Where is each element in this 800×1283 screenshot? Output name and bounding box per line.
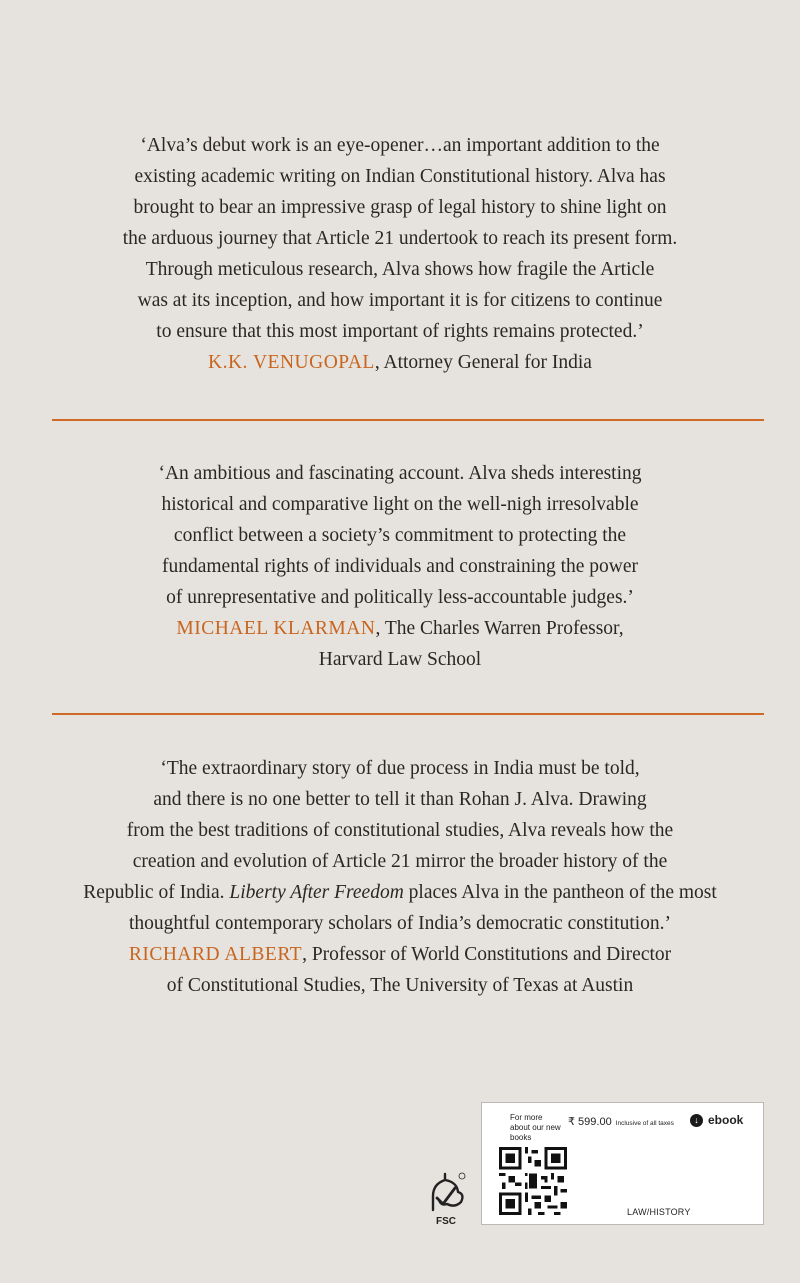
- author-affiliation: , Professor of World Constitutions and Director: [302, 944, 672, 965]
- ebook-label: ebook: [708, 1113, 744, 1127]
- quote-line: was at its inception, and how important it is for citizens to continue: [137, 290, 663, 311]
- quote-text: Republic of India.: [83, 882, 230, 903]
- attribution: [40, 939, 760, 970]
- quote-line: brought to bear an impressive grasp of legal history to shine light on: [133, 197, 667, 218]
- quote-line: Through meticulous research, Alva shows how fragile the Article: [145, 259, 655, 280]
- author-name: K.K. VENUGOPAL: [208, 352, 375, 373]
- quote-line: historical and comparative light on the well-nigh irresolvable: [161, 494, 639, 515]
- quote-line: thoughtful contemporary scholars of India’s democratic constitution.’: [128, 913, 672, 934]
- taxes-note: Inclusive of all taxes: [615, 1120, 674, 1127]
- ebook-badge: [690, 1113, 743, 1127]
- quote-line: [40, 877, 760, 908]
- blurb-venugopal: [40, 130, 760, 378]
- author-affiliation: of Constitutional Studies, The University of Texas at Austin: [166, 975, 634, 996]
- category-label: LAW/HISTORY: [627, 1207, 691, 1217]
- divider: [52, 419, 764, 421]
- more-books-text: For more about our new books: [510, 1113, 561, 1142]
- quote-line: ‘Alva’s debut work is an eye-opener…an important addition to the: [140, 135, 660, 156]
- blurb-klarman: [40, 458, 760, 675]
- author-name: MICHAEL KLARMAN: [176, 618, 376, 639]
- tree-checkmark-icon: [425, 1170, 467, 1216]
- quote-text: places Alva in the pantheon of the most: [403, 882, 717, 903]
- attribution: [40, 347, 760, 378]
- price: [568, 1115, 674, 1128]
- divider: [52, 713, 764, 715]
- quote-line: the arduous journey that Article 21 undertook to reach its present form.: [122, 228, 678, 249]
- quote-line: conflict between a society’s commitment to protecting the: [173, 525, 627, 546]
- quote-line: to ensure that this most important of rights remains protected.’: [156, 321, 644, 342]
- author-name: RICHARD ALBERT: [128, 944, 303, 965]
- quote-line: creation and evolution of Article 21 mirror the broader history of the: [132, 851, 668, 872]
- price-value: ₹ 599.00: [568, 1116, 612, 1128]
- blurb-albert: [40, 753, 760, 1001]
- download-icon: ↓: [690, 1114, 703, 1127]
- qr-code-icon: [499, 1147, 567, 1215]
- quote-line: fundamental rights of individuals and constraining the power: [161, 556, 639, 577]
- quote-line: ‘The extraordinary story of due process in India must be told,: [160, 758, 640, 779]
- quote-line: and there is no one better to tell it than Rohan J. Alva. Drawing: [153, 789, 647, 810]
- fsc-logo: [425, 1170, 467, 1232]
- quote-line: existing academic writing on Indian Constitutional history. Alva has: [134, 166, 666, 187]
- book-title: Liberty After Freedom: [229, 882, 404, 903]
- author-affiliation: Harvard Law School: [318, 649, 482, 670]
- attribution: [40, 613, 760, 644]
- quote-line: of unrepresentative and politically less-accountable judges.’: [166, 587, 634, 608]
- quote-line: ‘An ambitious and fascinating account. Alva sheds interesting: [158, 463, 642, 484]
- quote-line: from the best traditions of constitutional studies, Alva reveals how the: [126, 820, 674, 841]
- price-box: [481, 1102, 764, 1225]
- author-affiliation: , Attorney General for India: [374, 352, 592, 373]
- author-affiliation: , The Charles Warren Professor,: [375, 618, 624, 639]
- fsc-label: FSC: [436, 1216, 456, 1227]
